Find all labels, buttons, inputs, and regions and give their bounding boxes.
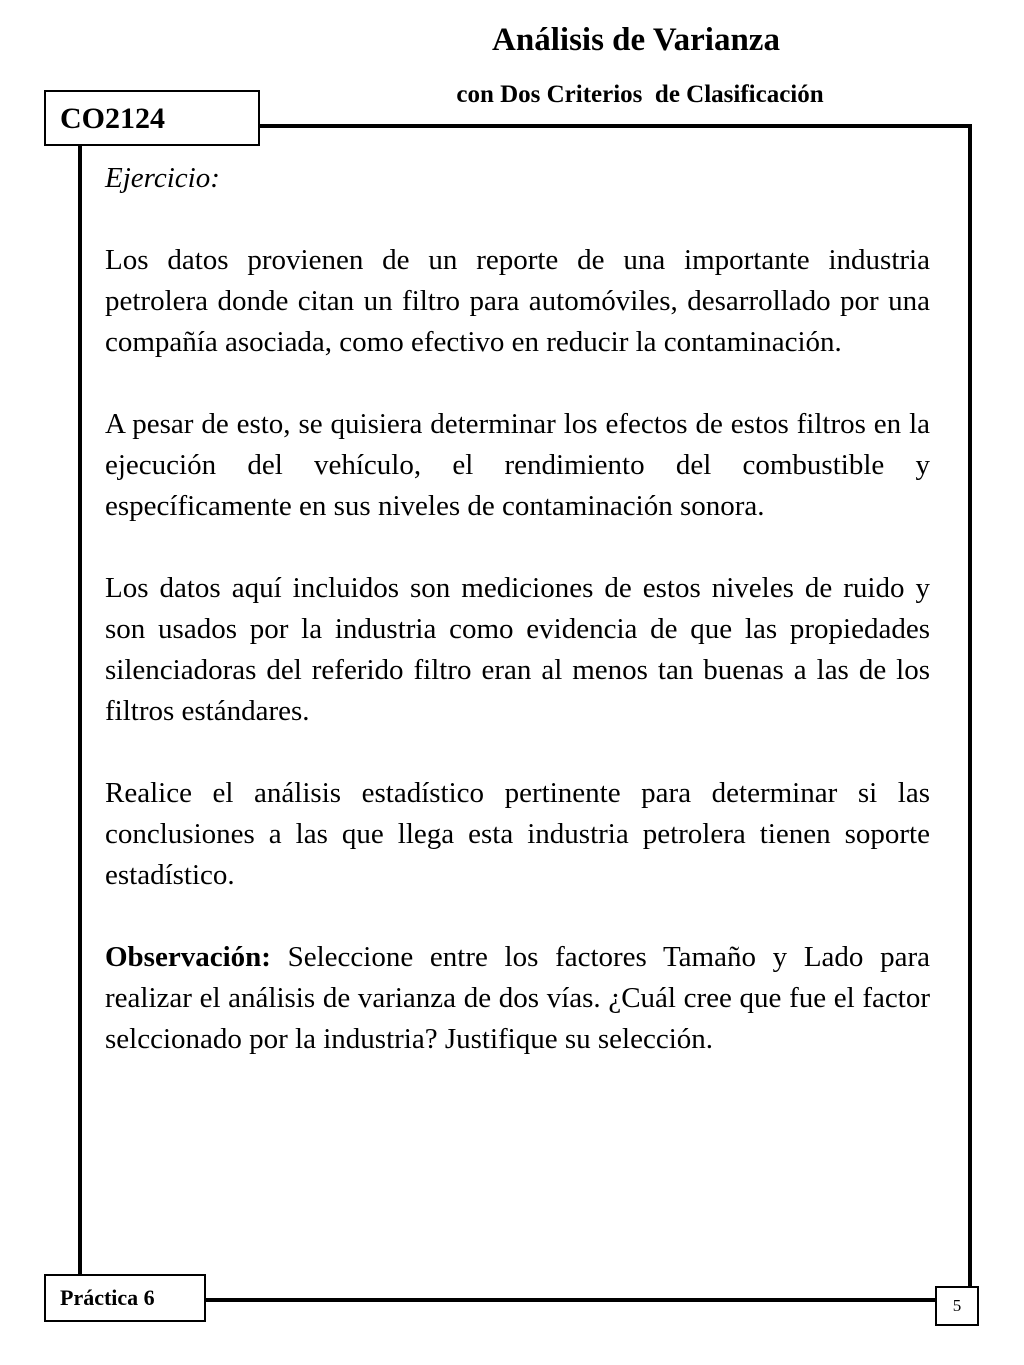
observation-paragraph xyxy=(105,937,930,1060)
observation-text: Seleccione entre los factores Tamaño y Lado para realizar el análisis de varianza de dos vías. ¿Cuál cree que fue el factor selccionado por la industria? Justifique su selección. xyxy=(105,941,931,1055)
paragraph-4: Realice el análisis estadístico pertinente para determinar si las conclusiones a las que llega esta industria petrolera tienen soporte estadístico. xyxy=(105,777,930,891)
paragraph-3: Los datos aquí incluidos son mediciones de estos niveles de ruido y son usados por la industria como evidencia de que las propiedades silenciadoras del referido filtro eran al menos tan buenas a las de los filtros estándares. xyxy=(105,572,930,727)
paragraph-2: A pesar de esto, se quisiera determinar los efectos de estos filtros en la ejecución del vehículo, el rendimiento del combustible y específicamente en sus niveles de contaminación sonora. xyxy=(105,408,930,522)
paragraph-1: Los datos provienen de un reporte de una importante industria petrolera donde citan un filtro para automóviles, desarrollado por una compañía asociada, como efectivo en reducir la contaminación. xyxy=(105,244,930,358)
course-code-label: CO2124 xyxy=(44,90,260,146)
observation-label: Observación: xyxy=(105,941,271,973)
exercise-heading: Ejercicio: xyxy=(105,162,220,194)
page-number: 5 xyxy=(935,1286,979,1326)
page-subtitle: con Dos Criterios de Clasificación xyxy=(456,81,824,108)
page-title: Análisis de Varianza xyxy=(492,22,780,58)
practice-label: Práctica 6 xyxy=(44,1274,206,1322)
exercise-content xyxy=(105,158,930,1101)
